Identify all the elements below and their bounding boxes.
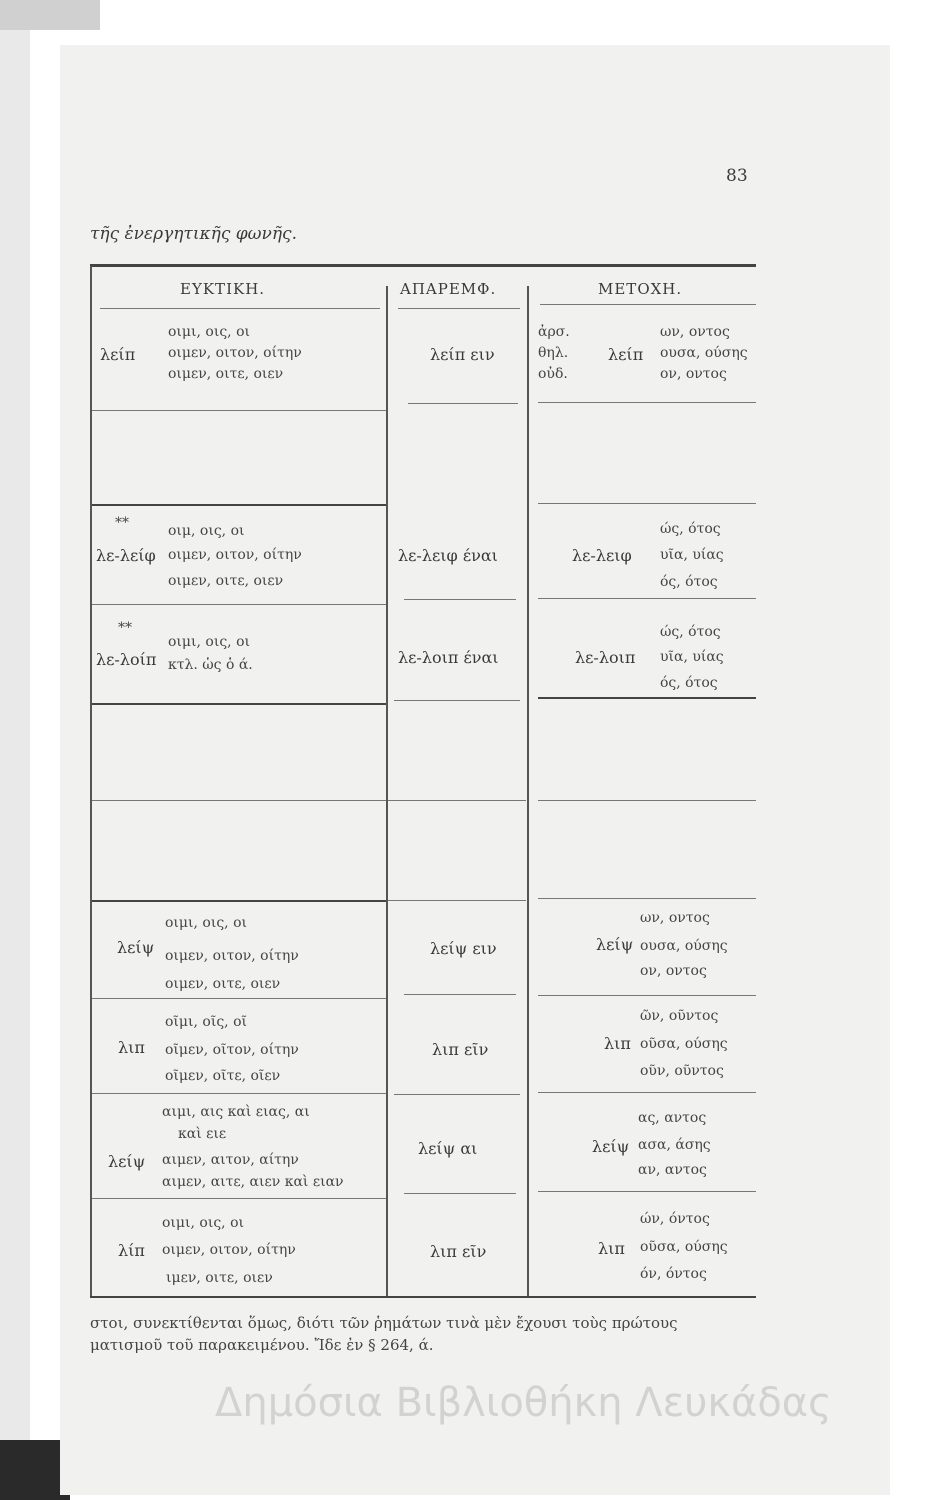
participle-ending-line: ον, οντος — [660, 366, 727, 382]
participle-ending-line: υῖα, υίας — [660, 649, 724, 665]
table-left-border — [90, 266, 92, 1296]
column-header-infinitive: ΑΠΑΡΕΜΦ. — [400, 280, 497, 298]
participle-stem: λείψ — [592, 1137, 630, 1156]
row-rule — [538, 1092, 756, 1093]
participle-stem: λείψ — [596, 935, 634, 954]
row-rule — [92, 410, 386, 411]
participle-ending-line: ός, ότος — [660, 675, 718, 691]
participle-ending-line: οῦσα, ούσης — [640, 1036, 728, 1052]
participle-ending-line: αν, αντος — [638, 1162, 707, 1178]
optative-stem: λιπ — [118, 1038, 145, 1057]
column-divider-2 — [527, 286, 529, 1296]
infinitive-form: λιπ εῖν — [430, 1242, 487, 1261]
optative-ending-line: οῖμεν, οῖτον, οίτην — [165, 1042, 299, 1058]
page-number: 83 — [726, 166, 748, 186]
participle-stem: λιπ — [598, 1239, 625, 1258]
optative-ending-line: οιμ, οις, οι — [168, 523, 245, 539]
row-rule — [92, 703, 386, 705]
running-head: τῆς ἐνεργητικῆς φωνῆς. — [90, 224, 297, 244]
infinitive-form: λείψ αι — [418, 1139, 478, 1158]
column-header-participle: ΜΕΤΟΧΗ. — [598, 280, 683, 298]
participle-ending-line: ών, όντος — [640, 1211, 710, 1227]
row-rule — [388, 900, 526, 901]
optative-ending-line: αιμεν, αιτε, αιεν καὶ ειαν — [162, 1174, 344, 1190]
footer-line: στοι, συνεκτίθενται ὅμως, διότι τῶν ῥημάτων τινὰ μὲν ἔχουσι τοὺς πρώτους — [90, 1314, 678, 1332]
optative-stem: λείψ — [108, 1152, 146, 1171]
optative-ending-line: οιμεν, οιτε, οιεν — [165, 976, 281, 992]
row-rule — [388, 800, 526, 801]
row-rule — [92, 604, 386, 605]
participle-ending-line: ώς, ότος — [660, 521, 721, 537]
row-rule — [538, 898, 756, 899]
participle-ending-line: υῖα, υίας — [660, 547, 724, 563]
scan-edge-left — [0, 0, 30, 1500]
optative-ending-line: κτλ. ὡς ὁ ά. — [168, 657, 253, 673]
optative-stem: λείπ — [100, 345, 136, 364]
participle-stem: λε-λοιπ — [575, 648, 636, 667]
row-marker: ** — [115, 515, 129, 531]
optative-ending-line: οιμεν, οιτον, οίτην — [168, 547, 302, 563]
participle-ending-line: όν, όντος — [640, 1266, 707, 1282]
optative-stem: λε-λοίπ — [96, 650, 157, 669]
row-rule — [92, 998, 386, 999]
header-rule-infinitive — [398, 308, 520, 309]
optative-ending-line: οιμεν, οιτον, οίτην — [168, 345, 302, 361]
row-rule — [92, 900, 386, 902]
row-rule — [538, 1191, 756, 1192]
optative-ending-line: οιμεν, οιτον, οίτην — [162, 1242, 296, 1258]
row-rule — [538, 800, 756, 801]
optative-ending-line: οιμεν, οιτε, οιεν — [168, 366, 284, 382]
table-bottom-rule — [90, 1296, 756, 1298]
participle-ending-line: ουσα, ούσης — [640, 938, 728, 954]
optative-ending-line: ιμεν, οιτε, οιεν — [166, 1270, 273, 1286]
participle-ending-line: οῦν, οῦντος — [640, 1063, 724, 1079]
optative-ending-line: οιμεν, οιτε, οιεν — [168, 573, 284, 589]
participle-gender-label: οὐδ. — [538, 366, 568, 382]
row-rule — [92, 1093, 386, 1094]
infinitive-form: λιπ εῖν — [432, 1040, 489, 1059]
participle-ending-line: ουσα, ούσης — [660, 345, 748, 361]
row-rule — [538, 503, 756, 504]
participle-stem: λιπ — [604, 1034, 631, 1053]
optative-stem: λε-λείφ — [96, 546, 156, 565]
optative-ending-line: οιμι, οις, οι — [165, 915, 247, 931]
optative-ending-line: αιμεν, αιτον, αίτην — [162, 1152, 299, 1168]
row-rule — [92, 800, 386, 801]
participle-ending-line: ασα, άσης — [638, 1137, 711, 1153]
infinitive-form: λε-λοιπ έναι — [398, 648, 499, 667]
participle-stem: λε-λειφ — [572, 546, 632, 565]
participle-gender-label: θηλ. — [538, 345, 569, 361]
infinitive-form: λε-λειφ έναι — [398, 546, 498, 565]
row-rule — [538, 697, 756, 699]
infinitive-form: λείπ ειν — [430, 345, 495, 364]
infinitive-form: λείψ ειν — [430, 939, 497, 958]
optative-ending-line: οῖμι, οῖς, οῖ — [165, 1014, 247, 1030]
row-rule — [404, 599, 516, 600]
row-rule — [394, 700, 520, 701]
optative-ending-line: αιμι, αις καὶ ειας, αι — [162, 1104, 310, 1120]
optative-ending-line: οιμι, οις, οι — [168, 634, 250, 650]
participle-ending-line: οῦσα, ούσης — [640, 1239, 728, 1255]
participle-ending-line: ός, ότος — [660, 574, 718, 590]
optative-ending-line: οιμεν, οιτον, οίτην — [165, 948, 299, 964]
participle-ending-line: ον, οντος — [640, 963, 707, 979]
optative-stem: λίπ — [118, 1241, 145, 1260]
optative-ending-line: οῖμεν, οῖτε, οῖεν — [165, 1068, 281, 1084]
participle-ending-line: ώς, ότος — [660, 624, 721, 640]
participle-stem: λείπ — [608, 345, 644, 364]
row-rule — [394, 1094, 520, 1095]
optative-stem: λείψ — [117, 938, 155, 957]
column-divider-1 — [386, 286, 388, 1296]
header-rule-participle — [540, 304, 756, 305]
row-marker: ** — [118, 620, 132, 636]
header-rule-optative — [100, 308, 380, 309]
row-rule — [538, 402, 756, 403]
row-rule — [408, 403, 518, 404]
row-rule — [92, 1198, 386, 1199]
row-rule — [538, 598, 756, 599]
footer-text — [90, 1312, 770, 1356]
optative-ending-line: καὶ ειε — [178, 1126, 227, 1142]
table-top-rule — [90, 264, 756, 267]
row-rule — [404, 1193, 516, 1194]
participle-ending-line: ας, αντος — [638, 1110, 707, 1126]
library-watermark: Δημόσια Βιβλιοθήκη Λευκάδας — [215, 1380, 832, 1426]
footer-line: ματισμοῦ τοῦ παρακειμένου. Ἴδε ἐν § 264, ά. — [90, 1336, 434, 1354]
participle-ending-line: ῶν, οῦντος — [640, 1008, 719, 1024]
column-header-optative: ΕΥΚΤΙΚΗ. — [180, 280, 266, 298]
row-rule — [538, 995, 756, 996]
optative-ending-line: οιμι, οις, οι — [162, 1215, 244, 1231]
participle-ending-line: ων, οντος — [660, 324, 730, 340]
scan-edge-top — [0, 0, 100, 30]
participle-gender-label: ἀρσ. — [538, 324, 570, 340]
participle-ending-line: ων, οντος — [640, 910, 710, 926]
row-rule — [92, 504, 386, 506]
optative-ending-line: οιμι, οις, οι — [168, 324, 250, 340]
row-rule — [404, 994, 516, 995]
